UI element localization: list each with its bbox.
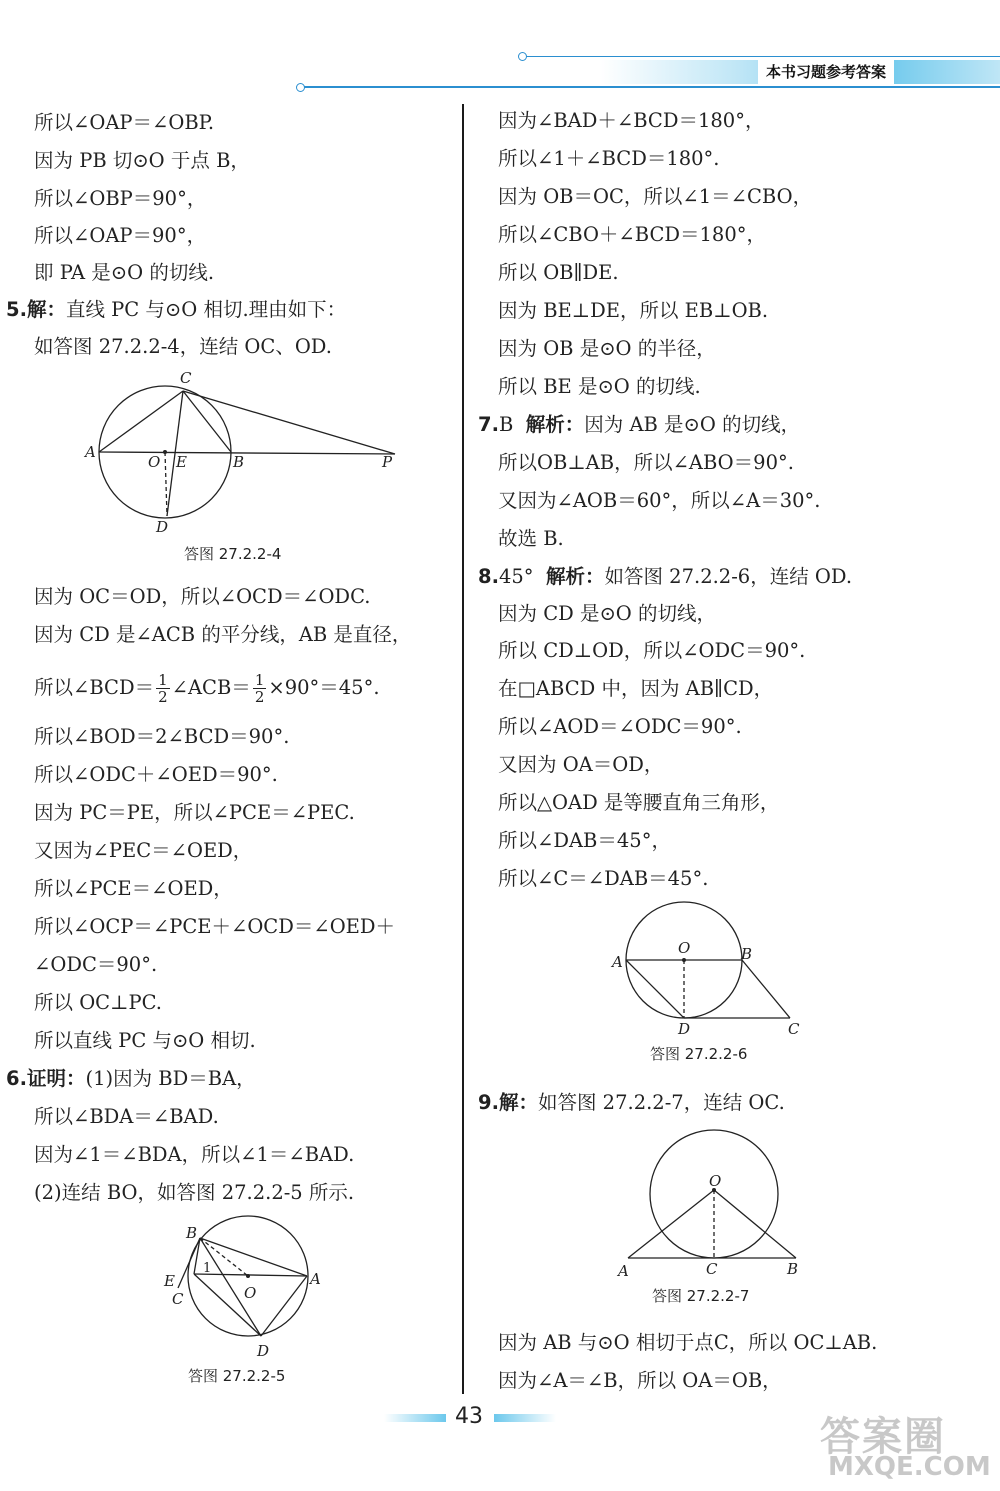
text-line: 又因为 OA＝OD，	[498, 753, 664, 776]
page-number: 43	[455, 1404, 483, 1429]
text-line: 所以∠AOD＝∠ODC＝90°.	[498, 715, 742, 738]
text-line: (2)连结 BO，如答图 27.2.2-5 所示.	[34, 1181, 355, 1204]
text-line: 所以∠1＋∠BCD＝180°.	[498, 147, 720, 170]
text-line: 故选 B.	[498, 527, 564, 550]
text-line: 所以△OAD 是等腰直角三角形，	[498, 791, 780, 814]
label-B: B	[233, 453, 245, 471]
watermark-url: MXQE.COM	[828, 1452, 991, 1482]
fraction-numerator: 1	[158, 671, 168, 689]
text-line: 又因为∠AOB＝60°，所以∠A＝30°.	[498, 489, 821, 512]
text-line: 因为 PC＝PE，所以∠PCE＝∠PEC.	[34, 801, 355, 824]
figure-caption: 答图 27.2.2-7	[652, 1287, 750, 1305]
text-line: 所以∠OAP＝∠OBP.	[34, 111, 215, 134]
text-fragment: ∠ACB＝	[171, 676, 251, 699]
text-line: 因为∠A＝∠B，所以 OA＝OB，	[498, 1369, 782, 1392]
text-line: 所以 OC⊥PC.	[34, 991, 162, 1014]
text-line: 因为 OB 是⊙O 的半径，	[498, 337, 716, 360]
text-line: 所以∠BDA＝∠BAD.	[34, 1105, 219, 1128]
answer: 45°	[498, 565, 534, 588]
fraction	[253, 672, 267, 705]
text-line: 所以∠OCP＝∠PCE＋∠OCD＝∠OED＋	[34, 915, 396, 938]
text-line: (1)因为 BD＝BA，	[85, 1067, 256, 1090]
text-line: 因为 BE⊥DE，所以 EB⊥OB.	[498, 299, 769, 322]
label-E: E	[176, 453, 187, 471]
label-D: D	[257, 1342, 270, 1360]
header-dot	[296, 83, 305, 92]
label-C: C	[706, 1260, 718, 1278]
text-line: 所以OB⊥AB，所以∠ABO＝90°.	[498, 451, 794, 474]
label-A: A	[310, 1270, 321, 1288]
question-number: 6.证明：	[6, 1067, 86, 1090]
figure-27-2-2-6	[610, 900, 810, 1040]
label-O: O	[709, 1172, 722, 1190]
text-line: 所以 OB∥DE.	[498, 261, 619, 284]
label-E: E	[164, 1272, 175, 1290]
question-5	[6, 297, 346, 323]
text-line: 所以∠OBP＝90°，	[34, 187, 207, 210]
figure-27-2-2-5	[160, 1214, 330, 1364]
figure-caption: 答图 27.2.2-5	[188, 1367, 286, 1385]
label-B: B	[787, 1260, 799, 1278]
question-6	[6, 1066, 256, 1092]
answer: B	[498, 413, 514, 436]
text-fragment: 所以∠BCD＝	[34, 676, 155, 699]
text-line: 因为 CD 是⊙O 的切线，	[498, 602, 716, 625]
figure-caption: 答图 27.2.2-6	[650, 1045, 748, 1063]
question-8	[478, 564, 852, 590]
figure-27-2-2-7	[610, 1124, 810, 1280]
figure-27-2-2-4	[80, 366, 410, 538]
text-line: 所以 CD⊥OD，所以∠ODC＝90°.	[498, 639, 806, 662]
text-line: 如答图 27.2.2-6，连结 OD.	[604, 565, 853, 588]
question-7	[478, 412, 800, 438]
question-number: 9.解：	[478, 1091, 538, 1114]
text-line: 因为 PB 切⊙O 于点 B，	[34, 149, 250, 172]
text-line: 所以∠DAB＝45°，	[498, 829, 671, 852]
text-line: 直线 PC 与⊙O 相切.理由如下：	[65, 298, 347, 321]
text-line	[34, 672, 380, 705]
question-number: 8.	[478, 565, 499, 588]
label-P: P	[382, 453, 393, 471]
footer-bar-left	[384, 1414, 446, 1422]
label-A: A	[618, 1262, 629, 1280]
label-O: O	[678, 939, 691, 957]
text-line: 所以∠C＝∠DAB＝45°.	[498, 867, 709, 890]
watermark-text: 答案圈	[820, 1414, 946, 1460]
fraction-denominator: 2	[158, 688, 168, 706]
text-line: 即 PA 是⊙O 的切线.	[34, 261, 215, 284]
text-line: 又因为∠PEC＝∠OED，	[34, 839, 253, 862]
column-divider	[462, 104, 464, 1394]
question-number: 7.	[478, 413, 499, 436]
text-line: 所以∠ODC＋∠OED＝90°.	[34, 763, 278, 786]
text-fragment: ×90°＝45°.	[268, 676, 380, 699]
figure-caption: 答图 27.2.2-4	[184, 545, 282, 563]
text-line: 因为 OB＝OC，所以∠1＝∠CBO，	[498, 185, 813, 208]
text-line: 因为∠1＝∠BDA，所以∠1＝∠BAD.	[34, 1143, 355, 1166]
header-title: 本书习题参考答案	[758, 60, 894, 84]
label-C: C	[788, 1020, 800, 1038]
text-line: ∠ODC＝90°.	[34, 953, 158, 976]
text-line: 因为∠BAD＋∠BCD＝180°，	[498, 109, 765, 132]
text-line: 在□ABCD 中，因为 AB∥CD，	[498, 677, 774, 700]
label-A: A	[85, 443, 96, 461]
label-B: B	[186, 1224, 198, 1242]
text-line: 所以∠BOD＝2∠BCD＝90°.	[34, 725, 290, 748]
analysis-label: 解析：	[525, 413, 585, 436]
fraction	[156, 672, 170, 705]
question-9	[478, 1090, 785, 1116]
text-line: 所以直线 PC 与⊙O 相切.	[34, 1029, 256, 1052]
label-O: O	[148, 453, 161, 471]
fraction-numerator: 1	[254, 671, 265, 689]
text-line: 因为 CD 是∠ACB 的平分线，AB 是直径，	[34, 623, 412, 646]
label-A: A	[612, 953, 623, 971]
header-line	[300, 86, 1000, 88]
label-O: O	[244, 1284, 257, 1302]
header-line-top	[524, 56, 1000, 57]
text-line: 所以 BE 是⊙O 的切线.	[498, 375, 701, 398]
question-number: 5.解：	[6, 298, 66, 321]
footer-bar-right	[494, 1414, 556, 1422]
label-D: D	[156, 518, 169, 536]
header-dot	[518, 52, 527, 61]
label-C: C	[180, 369, 192, 387]
text-line: 所以∠OAP＝90°，	[34, 224, 207, 247]
text-line: 因为 AB 与⊙O 相切于点C，所以 OC⊥AB.	[498, 1331, 878, 1354]
label-C: C	[172, 1290, 184, 1308]
text-line: 如答图 27.2.2-4，连结 OC、OD.	[34, 335, 332, 358]
text-line: 所以∠PCE＝∠OED，	[34, 877, 233, 900]
analysis-label: 解析：	[545, 565, 605, 588]
label-B: B	[741, 945, 753, 963]
fraction-denominator: 2	[254, 688, 265, 706]
text-line: 所以∠CBO＋∠BCD＝180°，	[498, 223, 766, 246]
label-1: 1	[203, 1261, 212, 1276]
text-line: 因为 OC＝OD，所以∠OCD＝∠ODC.	[34, 585, 371, 608]
label-D: D	[678, 1020, 691, 1038]
text-line: 如答图 27.2.2-7，连结 OC.	[537, 1091, 785, 1114]
text-line: 因为 AB 是⊙O 的切线，	[584, 413, 801, 436]
